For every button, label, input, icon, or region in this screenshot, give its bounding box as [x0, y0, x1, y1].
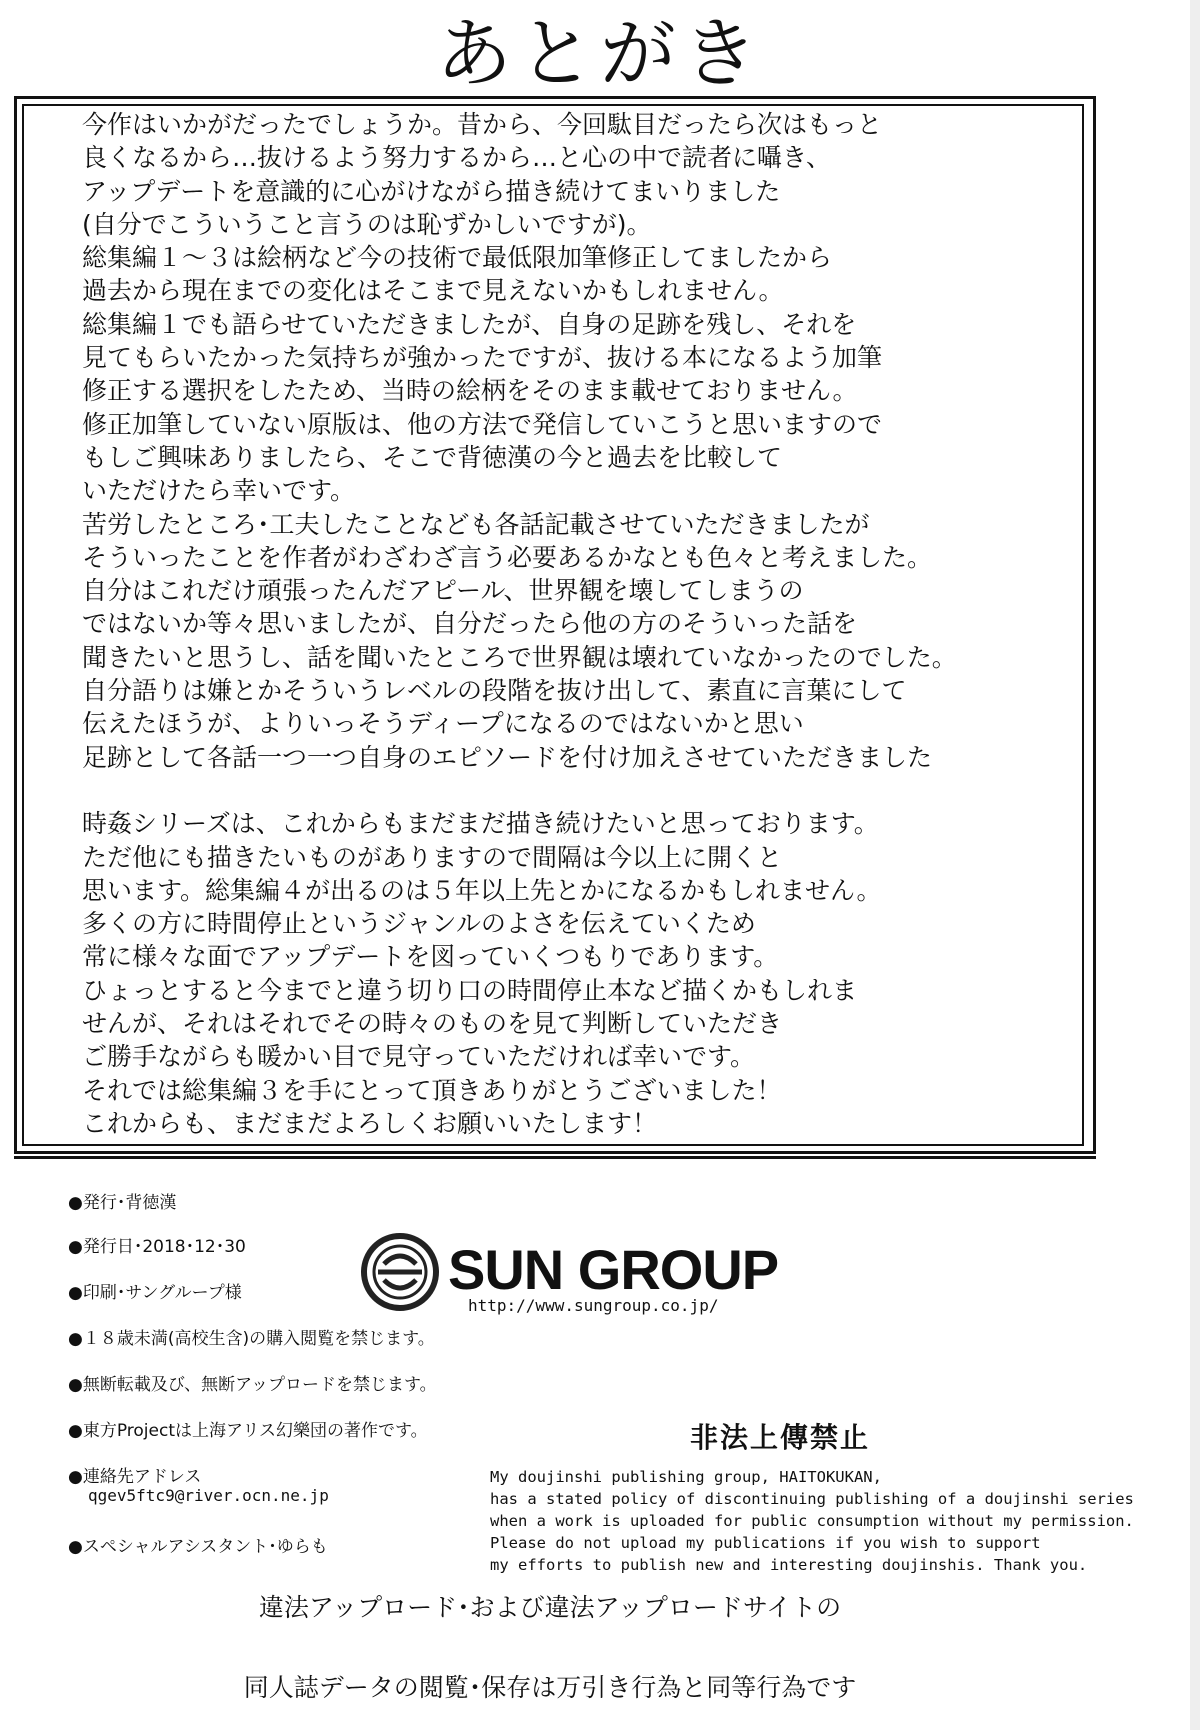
body-line: 思います。総集編４が出るのは５年以上先とかになるかもしれません。 — [82, 875, 882, 905]
notice-line: when a work is uploaded for public consumption without my permission. — [490, 1512, 1134, 1530]
page-edge-shadow — [1190, 0, 1200, 1730]
colophon-assistant: ●スペシャルアシスタント･ゆらも — [68, 1537, 328, 1557]
body-line: 修正する選択をしたため、当時の絵柄をそのまま載せておりません。 — [82, 376, 858, 406]
body-line: アップデートを意識的に心がけながら描き続けてまいりました — [82, 176, 781, 206]
sun-group-url: http://www.sungroup.co.jp/ — [468, 1296, 719, 1315]
body-line: 苦労したところ･工夫したことなども各話記載させていただきましたが — [82, 509, 870, 539]
notice-line: my efforts to publish new and interesting doujinshis. Thank you. — [490, 1556, 1088, 1574]
sun-group-logo-icon — [360, 1232, 440, 1312]
body-line: 総集編１～３は絵柄など今の技術で最低限加筆修正してましたから — [82, 243, 833, 273]
notice-line: has a stated policy of discontinuing publishing of a doujinshi series — [490, 1490, 1134, 1508]
body-line: ひょっとすると今までと違う切り口の時間停止本など描くかもしれま — [82, 975, 858, 1005]
page-title: あとがき — [436, 9, 764, 98]
body-line: ご勝手ながらも暖かい目で見守っていただければ幸いです。 — [82, 1042, 756, 1072]
body-line: 足跡として各話一つ一つ自身のエピソードを付け加えさせていただきました — [82, 742, 933, 772]
afterword-body — [82, 108, 1062, 1140]
body-line: 見てもらいたかった気持ちが強かったですが、抜ける本になるよう加筆 — [82, 343, 883, 373]
sun-group-logo-text: SUN GROUP — [448, 1238, 779, 1301]
body-line: ではないか等々思いましたが、自分だったら他の方のそういった話を — [82, 609, 858, 639]
english-notice — [490, 1466, 1134, 1576]
body-line: 時姦シリーズは、これからもまだまだ描き続けたいと思っております。 — [82, 809, 879, 839]
body-line: (自分でこういうこと言うのは恥ずかしいですが)。 — [82, 209, 652, 239]
body-line: 多くの方に時間停止というジャンルのよさを伝えていくため — [82, 909, 756, 939]
colophon-date: ●発行日･2018･12･30 — [68, 1237, 246, 1257]
body-line: いただけたら幸いです。 — [82, 476, 356, 506]
colophon-age-notice: ●１８歳未満(高校生含)の購入閲覧を禁じます。 — [68, 1329, 435, 1349]
body-line-blank — [82, 774, 1062, 807]
body-line: 良くなるから…抜けるよう努力するから…と心の中で読者に囁き、 — [82, 143, 832, 173]
section-divider — [14, 1156, 1096, 1159]
body-line: 修正加筆していない原版は、他の方法で発信していこうと思いますので — [82, 409, 883, 439]
body-line: 過去から現在までの変化はそこまで見えないかもしれません。 — [82, 276, 784, 306]
notice-line: My doujinshi publishing group, HAITOKUKAN, — [490, 1468, 882, 1486]
footer-warning-line-1: 違法アップロード･および違法アップロードサイトの — [258, 1593, 842, 1622]
body-line: 自分語りは嫌とかそういうレベルの段階を抜け出して、素直に言葉にして — [82, 676, 907, 706]
no-upload-heading: 非法上傳禁止 — [690, 1421, 871, 1454]
body-line: そういったことを作者がわざわざ言う必要あるかなとも色々と考えました。 — [82, 542, 933, 572]
body-line: それでは総集編３を手にとって頂きありがとうございました！ — [82, 1075, 782, 1105]
body-line: もしご興味ありましたら、そこで背徳漢の今と過去を比較して — [82, 442, 783, 472]
colophon-contact-label: ●連絡先アドレス — [68, 1467, 202, 1487]
colophon-contact-email: qgev5ftc9@river.ocn.ne.jp — [88, 1486, 329, 1505]
body-line: 総集編１でも語らせていただきましたが、自身の足跡を残し、それを — [82, 309, 857, 339]
body-line: 今作はいかがだったでしょうか。昔から、今回駄目だったら次はもっと — [82, 110, 883, 139]
colophon-printer: ●印刷･サングループ様 — [68, 1283, 242, 1303]
colophon-publisher: ●発行･背徳漢 — [68, 1193, 177, 1213]
colophon-touhou-credit: ●東方Projectは上海アリス幻樂団の著作です。 — [68, 1421, 428, 1441]
notice-line: Please do not upload my publications if you wish to support — [490, 1534, 1041, 1552]
body-line: 聞きたいと思うし、話を聞いたところで世界観は壊れていなかったのでした。 — [82, 642, 957, 672]
colophon-no-reprint: ●無断転載及び、無断アップロードを禁じます。 — [68, 1375, 437, 1395]
body-line: ただ他にも描きたいものがありますので間隔は今以上に開くと — [82, 842, 783, 872]
body-line: 自分はこれだけ頑張ったんだアピール、世界観を壊してしまうの — [82, 576, 804, 606]
body-line: 伝えたほうが、よりいっそうディープになるのではないかと思い — [82, 709, 804, 739]
body-line: 常に様々な面でアップデートを図っていくつもりであります。 — [82, 942, 779, 972]
body-line: せんが、それはそれでその時々のものを見て判断していただき — [82, 1009, 783, 1039]
footer-warning-line-2: 同人誌データの閲覧･保存は万引き行為と同等行為です — [243, 1673, 857, 1702]
body-line: これからも、まだまだよろしくお願いいたします！ — [82, 1108, 658, 1138]
